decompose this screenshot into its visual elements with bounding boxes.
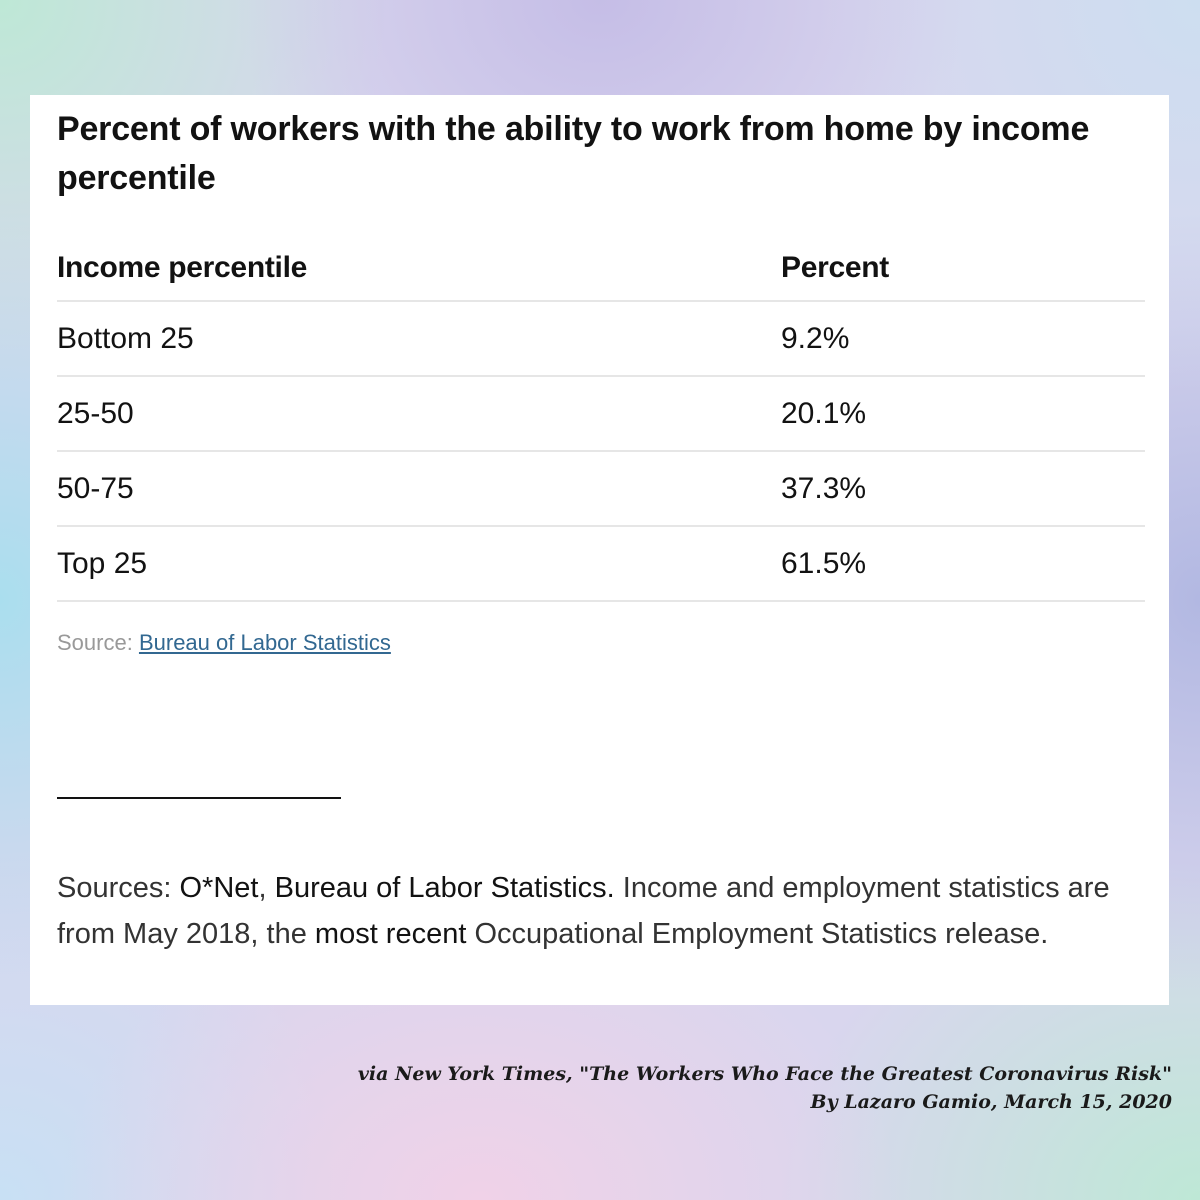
footnote-lead: Sources:	[57, 872, 180, 904]
row-value: 9.2%	[781, 321, 850, 355]
footnote-tail: Occupational Employment Statistics release.	[466, 918, 1049, 950]
row-value: 20.1%	[781, 396, 867, 430]
credit-line-2: By Lazaro Gamio, March 15, 2020	[810, 1091, 1172, 1113]
row-label: 25-50	[57, 396, 134, 430]
table-body	[57, 302, 1145, 602]
row-label: 50-75	[57, 471, 134, 505]
footnote-sep: ,	[258, 872, 275, 904]
chart-card	[30, 95, 1169, 1005]
chart-title: Percent of workers with the ability to work from home by income percentile	[57, 110, 1090, 197]
source-link[interactable]: Bureau of Labor Statistics	[138, 630, 391, 655]
table-row	[57, 452, 1145, 527]
footnote-link-bls[interactable]: Bureau of Labor Statistics.	[274, 872, 615, 904]
footnote-link-most-recent[interactable]: most recent	[314, 918, 467, 950]
table-row	[57, 527, 1145, 602]
table-header-row	[57, 235, 1145, 302]
credit-line-1: via New York Times, "The Workers Who Face the Greatest Coronavirus Risk"	[357, 1063, 1172, 1085]
footnote	[57, 865, 1152, 957]
row-value: 61.5%	[781, 546, 867, 580]
row-label: Top 25	[57, 546, 148, 580]
table-row	[57, 302, 1145, 377]
column-header-percent: Percent	[781, 250, 889, 284]
source-line	[57, 630, 391, 656]
row-label: Bottom 25	[57, 321, 194, 355]
credit	[358, 1060, 1172, 1116]
column-header-income-percentile: Income percentile	[57, 250, 307, 284]
source-label: Source:	[57, 630, 133, 655]
data-table	[57, 235, 1145, 602]
table-row	[57, 377, 1145, 452]
footnote-mid: Income and employment statistics are from May 2018, the	[57, 872, 1110, 950]
row-value: 37.3%	[781, 471, 867, 505]
footnote-divider	[57, 797, 341, 799]
footnote-link-onet[interactable]: O*Net	[179, 872, 259, 904]
